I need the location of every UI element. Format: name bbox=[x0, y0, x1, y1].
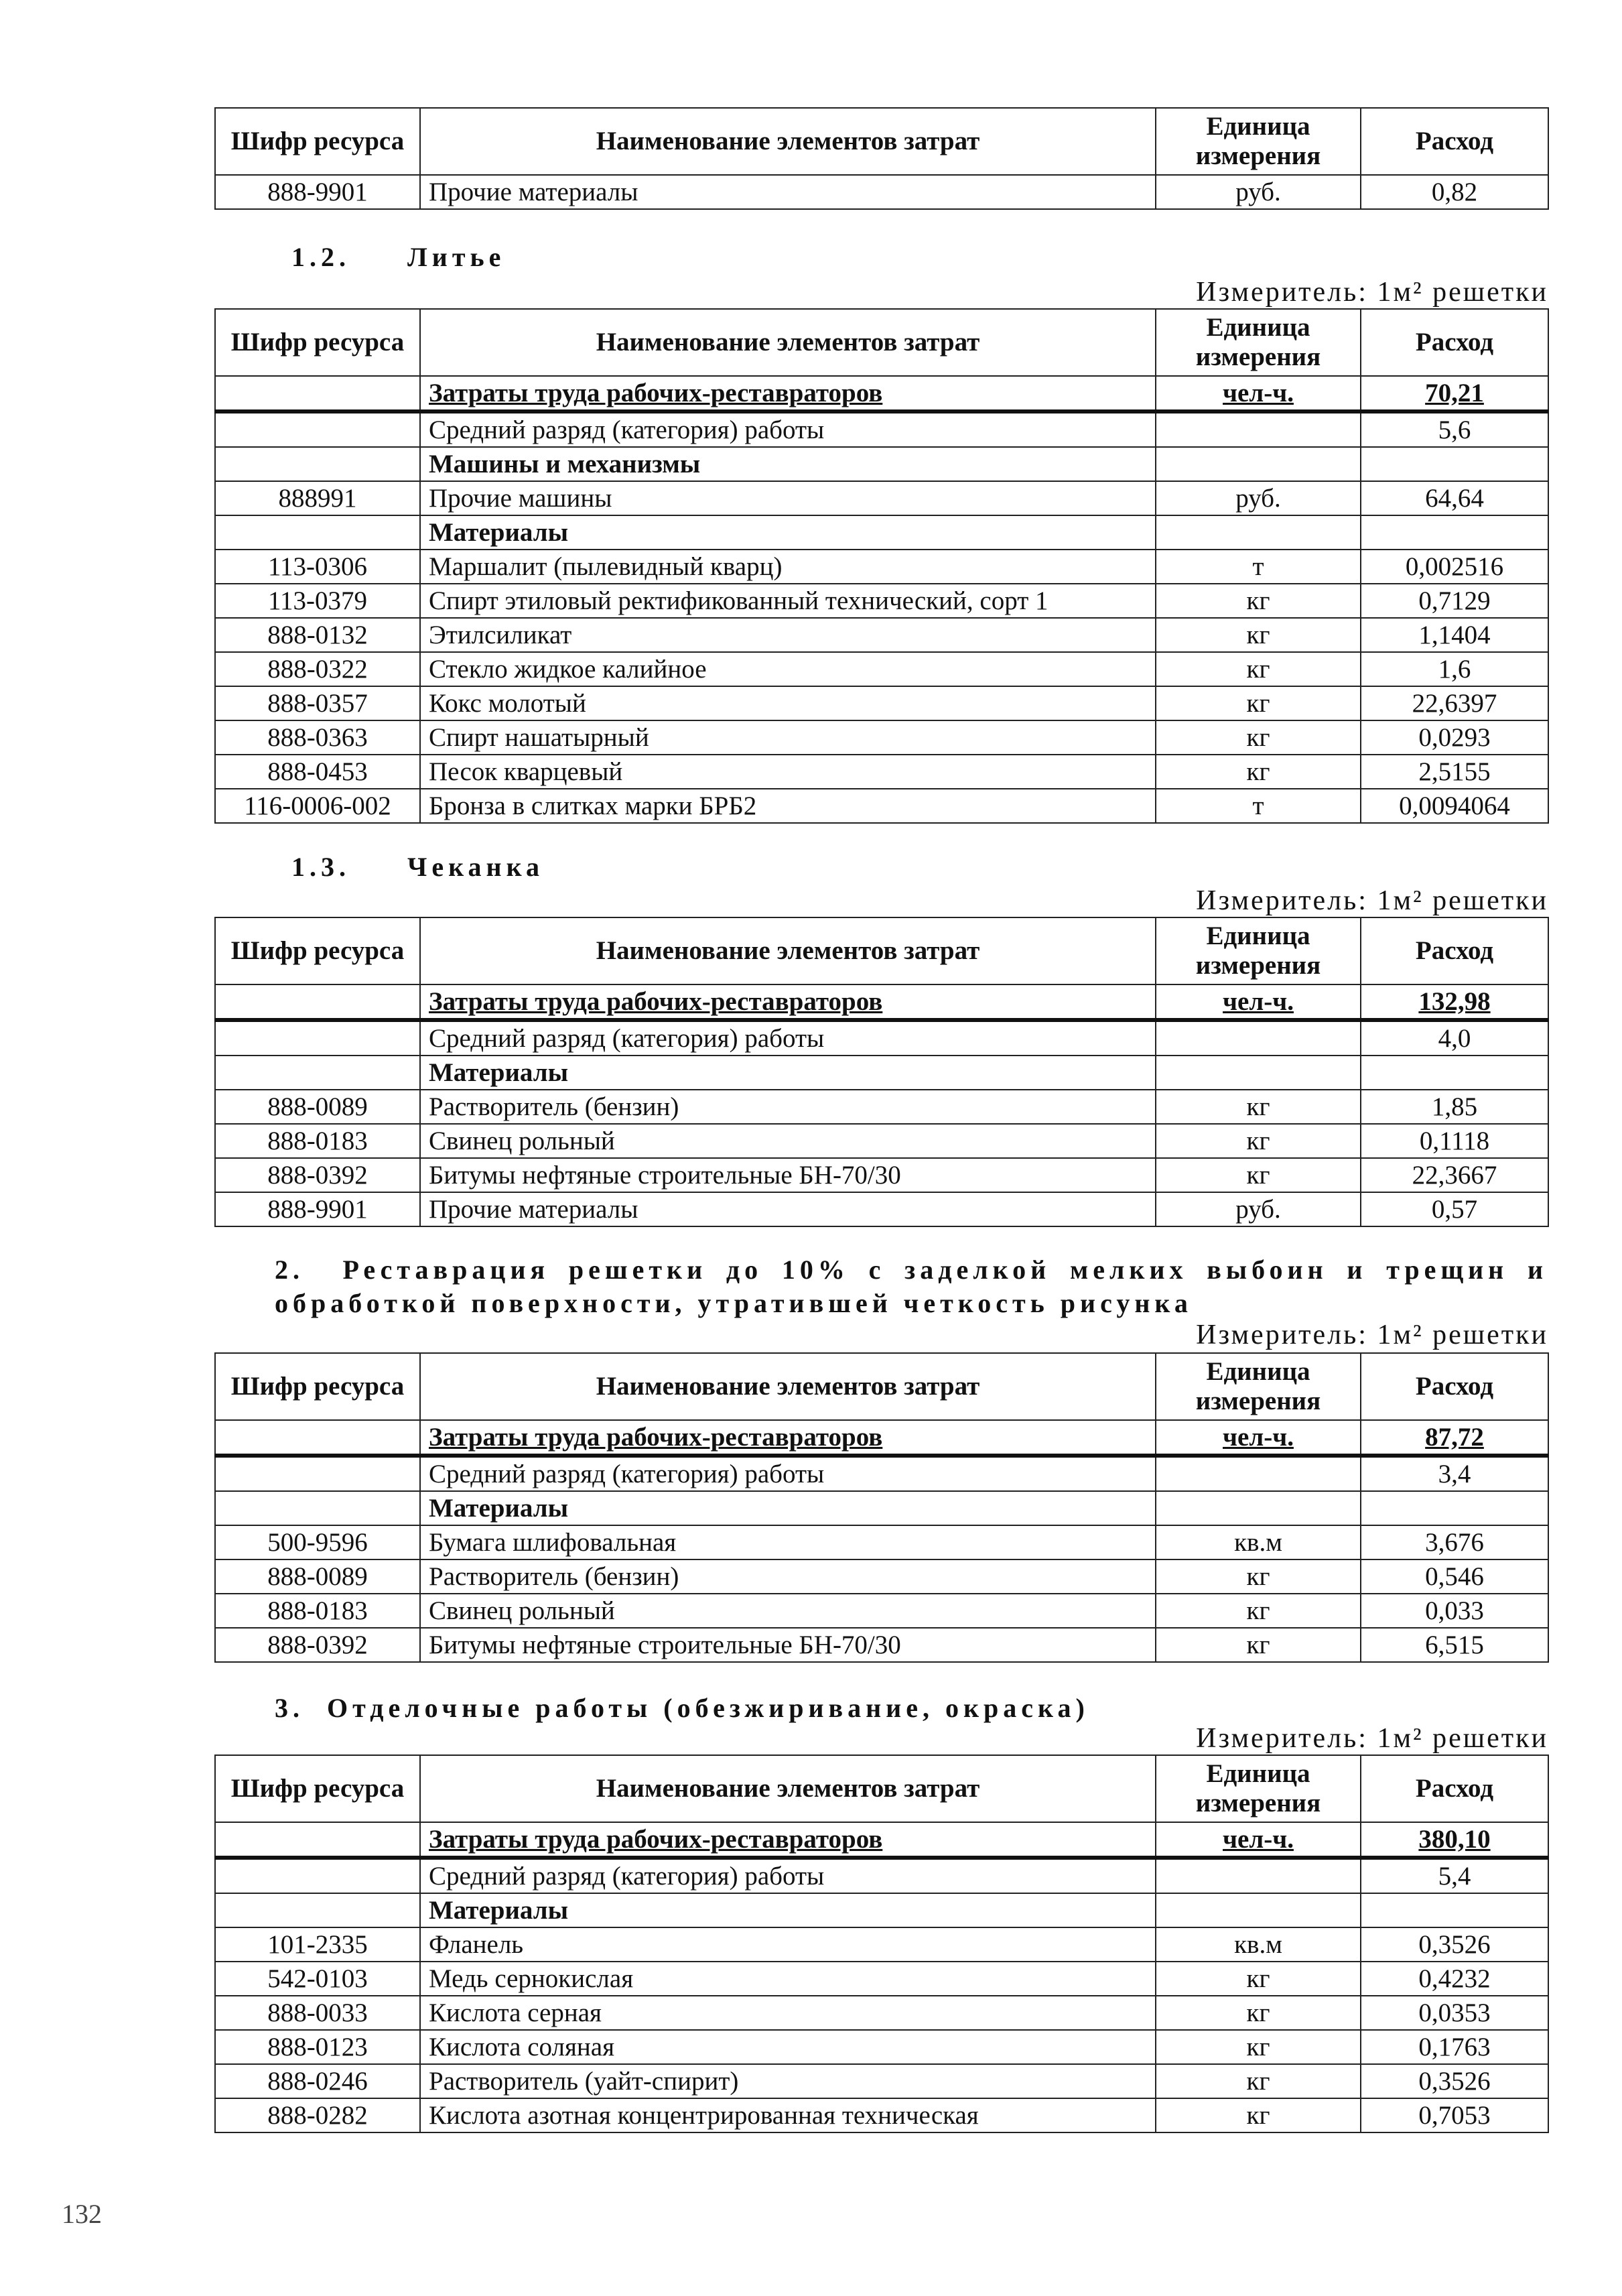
header-value: Расход bbox=[1361, 108, 1548, 175]
cell-unit: кв.м bbox=[1156, 1927, 1361, 1962]
group-heading-row bbox=[215, 1056, 1548, 1090]
table-row bbox=[215, 2098, 1548, 2132]
cell-code bbox=[215, 1056, 420, 1090]
cell-name: Затраты труда рабочих-реставраторов bbox=[420, 1822, 1156, 1858]
cell-unit: руб. bbox=[1156, 481, 1361, 515]
header-code: Шифр ресурса bbox=[215, 108, 420, 175]
cell-unit: кг bbox=[1156, 2030, 1361, 2064]
cell-value bbox=[1361, 1491, 1548, 1525]
cell-value: 0,0094064 bbox=[1361, 789, 1548, 823]
cell-name: Маршалит (пылевидный кварц) bbox=[420, 550, 1156, 584]
cell-value: 132,98 bbox=[1361, 984, 1548, 1020]
cell-code bbox=[215, 1420, 420, 1456]
resource-table-finishing bbox=[214, 1755, 1549, 2133]
cell-unit: кг bbox=[1156, 584, 1361, 618]
cell-name: Медь сернокислая bbox=[420, 1962, 1156, 1996]
cell-unit: кг bbox=[1156, 1158, 1361, 1192]
section-name: Литье bbox=[407, 242, 506, 272]
cell-unit: чел-ч. bbox=[1156, 1420, 1361, 1456]
table-header-row bbox=[215, 1353, 1548, 1420]
table-row bbox=[215, 1124, 1548, 1158]
table-row bbox=[215, 481, 1548, 515]
table-row bbox=[215, 2030, 1548, 2064]
cell-unit bbox=[1156, 1491, 1361, 1525]
cell-unit: руб. bbox=[1156, 175, 1361, 209]
cell-name: Спирт этиловый ректификованный технический, сорт 1 bbox=[420, 584, 1156, 618]
header-name: Наименование элементов затрат bbox=[420, 917, 1156, 984]
cell-value: 0,0353 bbox=[1361, 1996, 1548, 2030]
cell-unit: кг bbox=[1156, 2064, 1361, 2098]
cell-code: 888-0392 bbox=[215, 1628, 420, 1662]
header-name: Наименование элементов затрат bbox=[420, 1755, 1156, 1822]
header-value: Расход bbox=[1361, 1755, 1548, 1822]
table-row bbox=[215, 1192, 1548, 1226]
resource-table-restoration bbox=[214, 1352, 1549, 1663]
cell-unit: кг bbox=[1156, 1594, 1361, 1628]
cell-code bbox=[215, 1822, 420, 1858]
cell-name: Кислота соляная bbox=[420, 2030, 1156, 2064]
cell-code: 888-0089 bbox=[215, 1090, 420, 1124]
cell-code: 888-0392 bbox=[215, 1158, 420, 1192]
cell-value: 0,3526 bbox=[1361, 1927, 1548, 1962]
cell-value: 0,1763 bbox=[1361, 2030, 1548, 2064]
table-row bbox=[215, 175, 1548, 209]
cell-code bbox=[215, 1858, 420, 1893]
header-unit: Единица измерения bbox=[1156, 309, 1361, 376]
cell-name: Материалы bbox=[420, 1491, 1156, 1525]
table-row bbox=[215, 686, 1548, 720]
cell-name: Кислота азотная концентрированная техническая bbox=[420, 2098, 1156, 2132]
cell-unit bbox=[1156, 1456, 1361, 1491]
cell-value: 4,0 bbox=[1361, 1020, 1548, 1056]
cell-value: 22,6397 bbox=[1361, 686, 1548, 720]
header-unit: Единица измерения bbox=[1156, 1353, 1361, 1420]
cell-name: Бронза в слитках марки БРБ2 bbox=[420, 789, 1156, 823]
measure-label: Измеритель: 1м² решетки bbox=[1196, 885, 1548, 916]
cell-code: 888-9901 bbox=[215, 1192, 420, 1226]
cell-unit: кг bbox=[1156, 652, 1361, 686]
top-table-block bbox=[214, 107, 1548, 210]
labor-row bbox=[215, 984, 1548, 1020]
cell-code: 888-0183 bbox=[215, 1594, 420, 1628]
section-name: Отделочные работы (обезжиривание, окраска) bbox=[327, 1693, 1089, 1723]
section-title-chasing bbox=[291, 851, 544, 883]
cell-name: Свинец рольный bbox=[420, 1124, 1156, 1158]
group-heading-row bbox=[215, 1491, 1548, 1525]
cell-value: 70,21 bbox=[1361, 376, 1548, 411]
cell-code bbox=[215, 447, 420, 481]
table-row bbox=[215, 1559, 1548, 1594]
resource-table-chasing bbox=[214, 917, 1549, 1227]
cell-value: 5,6 bbox=[1361, 411, 1548, 447]
section-number: 2. bbox=[275, 1255, 304, 1285]
cell-code: 113-0379 bbox=[215, 584, 420, 618]
cell-unit: кг bbox=[1156, 1124, 1361, 1158]
table-row bbox=[215, 1020, 1548, 1056]
cell-value bbox=[1361, 1056, 1548, 1090]
cell-unit: кг bbox=[1156, 618, 1361, 652]
section-name: Чеканка bbox=[407, 852, 545, 882]
cell-code: 888-0453 bbox=[215, 755, 420, 789]
group-heading-row bbox=[215, 1893, 1548, 1927]
cell-name: Материалы bbox=[420, 1056, 1156, 1090]
cell-value: 0,3526 bbox=[1361, 2064, 1548, 2098]
labor-row bbox=[215, 1420, 1548, 1456]
cell-value: 6,515 bbox=[1361, 1628, 1548, 1662]
table-row bbox=[215, 1962, 1548, 1996]
cell-name: Битумы нефтяные строительные БН-70/30 bbox=[420, 1628, 1156, 1662]
cell-value: 0,4232 bbox=[1361, 1962, 1548, 1996]
page-number: 132 bbox=[62, 2199, 102, 2229]
cell-value: 5,4 bbox=[1361, 1858, 1548, 1893]
top-resource-table bbox=[214, 107, 1549, 210]
measure-label: Измеритель: 1м² решетки bbox=[1196, 1320, 1548, 1350]
header-code: Шифр ресурса bbox=[215, 309, 420, 376]
cell-code: 888-0246 bbox=[215, 2064, 420, 2098]
header-name: Наименование элементов затрат bbox=[420, 108, 1156, 175]
cell-name: Средний разряд (категория) работы bbox=[420, 1456, 1156, 1491]
cell-unit: кг bbox=[1156, 1090, 1361, 1124]
labor-row bbox=[215, 1822, 1548, 1858]
cell-unit: чел-ч. bbox=[1156, 984, 1361, 1020]
cell-value: 0,546 bbox=[1361, 1559, 1548, 1594]
cell-code: 888991 bbox=[215, 481, 420, 515]
section-title-restoration bbox=[275, 1253, 1548, 1320]
table-row bbox=[215, 1628, 1548, 1662]
table-row bbox=[215, 1456, 1548, 1491]
measure-label: Измеритель: 1м² решетки bbox=[1196, 1723, 1548, 1754]
cell-name: Растворитель (бензин) bbox=[420, 1559, 1156, 1594]
cell-code bbox=[215, 515, 420, 550]
cell-code: 888-0363 bbox=[215, 720, 420, 755]
group-heading-row bbox=[215, 515, 1548, 550]
cell-value: 3,676 bbox=[1361, 1525, 1548, 1559]
cell-value bbox=[1361, 515, 1548, 550]
cell-name: Растворитель (бензин) bbox=[420, 1090, 1156, 1124]
cell-unit: кг bbox=[1156, 1962, 1361, 1996]
table-header-row bbox=[215, 108, 1548, 175]
cell-name: Свинец рольный bbox=[420, 1594, 1156, 1628]
section-number: 1.2. bbox=[291, 242, 350, 272]
cell-code: 888-9901 bbox=[215, 175, 420, 209]
cell-code bbox=[215, 1456, 420, 1491]
table-row bbox=[215, 1090, 1548, 1124]
cell-unit: кг bbox=[1156, 720, 1361, 755]
cell-unit: т bbox=[1156, 550, 1361, 584]
cell-unit bbox=[1156, 1893, 1361, 1927]
cell-unit: кг bbox=[1156, 755, 1361, 789]
cell-value: 0,57 bbox=[1361, 1192, 1548, 1226]
table-header-row bbox=[215, 917, 1548, 984]
table-row bbox=[215, 550, 1548, 584]
cell-name: Бумага шлифовальная bbox=[420, 1525, 1156, 1559]
measure-label: Измеритель: 1м² решетки bbox=[1196, 277, 1548, 308]
header-code: Шифр ресурса bbox=[215, 1353, 420, 1420]
cell-unit bbox=[1156, 411, 1361, 447]
cell-value: 64,64 bbox=[1361, 481, 1548, 515]
cell-name: Кислота серная bbox=[420, 1996, 1156, 2030]
section-name: Реставрация решетки до 10% с заделкой мелких выбоин и трещин и обработкой поверхности, утратившей четкость рисунка bbox=[275, 1255, 1548, 1318]
cell-name: Средний разряд (категория) работы bbox=[420, 411, 1156, 447]
cell-name: Этилсиликат bbox=[420, 618, 1156, 652]
cell-value: 1,1404 bbox=[1361, 618, 1548, 652]
cell-name: Материалы bbox=[420, 515, 1156, 550]
section-title-finishing bbox=[275, 1692, 1089, 1724]
cell-code: 888-0183 bbox=[215, 1124, 420, 1158]
cell-code: 888-0089 bbox=[215, 1559, 420, 1594]
cell-name: Затраты труда рабочих-реставраторов bbox=[420, 984, 1156, 1020]
cell-name: Битумы нефтяные строительные БН-70/30 bbox=[420, 1158, 1156, 1192]
header-code: Шифр ресурса bbox=[215, 1755, 420, 1822]
cell-unit: чел-ч. bbox=[1156, 376, 1361, 411]
table-row bbox=[215, 755, 1548, 789]
cell-code: 542-0103 bbox=[215, 1962, 420, 1996]
cell-name: Средний разряд (категория) работы bbox=[420, 1858, 1156, 1893]
table-row bbox=[215, 1858, 1548, 1893]
cell-name: Прочие машины bbox=[420, 481, 1156, 515]
header-unit: Единица измерения bbox=[1156, 108, 1361, 175]
table-row bbox=[215, 720, 1548, 755]
cell-code: 500-9596 bbox=[215, 1525, 420, 1559]
table-row bbox=[215, 411, 1548, 447]
cell-code: 888-0282 bbox=[215, 2098, 420, 2132]
cell-unit bbox=[1156, 1056, 1361, 1090]
cell-name: Спирт нашатырный bbox=[420, 720, 1156, 755]
cell-code: 101-2335 bbox=[215, 1927, 420, 1962]
header-value: Расход bbox=[1361, 917, 1548, 984]
cell-code bbox=[215, 1020, 420, 1056]
header-name: Наименование элементов затрат bbox=[420, 309, 1156, 376]
cell-name: Песок кварцевый bbox=[420, 755, 1156, 789]
cell-code: 888-0322 bbox=[215, 652, 420, 686]
table-row bbox=[215, 1158, 1548, 1192]
section-table-block bbox=[214, 308, 1548, 824]
cell-value: 0,0293 bbox=[1361, 720, 1548, 755]
cell-value: 1,6 bbox=[1361, 652, 1548, 686]
section-title-casting bbox=[291, 241, 505, 273]
cell-unit: чел-ч. bbox=[1156, 1822, 1361, 1858]
cell-code: 888-0132 bbox=[215, 618, 420, 652]
cell-unit bbox=[1156, 1858, 1361, 1893]
header-unit: Единица измерения bbox=[1156, 1755, 1361, 1822]
cell-value bbox=[1361, 1893, 1548, 1927]
cell-value: 0,002516 bbox=[1361, 550, 1548, 584]
table-header-row bbox=[215, 1755, 1548, 1822]
resource-table-casting bbox=[214, 308, 1549, 824]
cell-unit: кг bbox=[1156, 1996, 1361, 2030]
cell-value: 87,72 bbox=[1361, 1420, 1548, 1456]
cell-value: 0,82 bbox=[1361, 175, 1548, 209]
section-number: 1.3. bbox=[291, 852, 350, 882]
header-name: Наименование элементов затрат bbox=[420, 1353, 1156, 1420]
section-table-block bbox=[214, 1755, 1548, 2133]
cell-code bbox=[215, 376, 420, 411]
cell-code bbox=[215, 1893, 420, 1927]
cell-name: Кокс молотый bbox=[420, 686, 1156, 720]
cell-name: Машины и механизмы bbox=[420, 447, 1156, 481]
labor-row bbox=[215, 376, 1548, 411]
table-row bbox=[215, 584, 1548, 618]
cell-code bbox=[215, 1491, 420, 1525]
table-row bbox=[215, 1525, 1548, 1559]
cell-name: Материалы bbox=[420, 1893, 1156, 1927]
cell-unit: т bbox=[1156, 789, 1361, 823]
table-row bbox=[215, 1927, 1548, 1962]
table-row bbox=[215, 2064, 1548, 2098]
cell-unit bbox=[1156, 1020, 1361, 1056]
cell-value: 22,3667 bbox=[1361, 1158, 1548, 1192]
cell-code: 888-0033 bbox=[215, 1996, 420, 2030]
header-code: Шифр ресурса bbox=[215, 917, 420, 984]
cell-unit: кв.м bbox=[1156, 1525, 1361, 1559]
cell-unit: кг bbox=[1156, 686, 1361, 720]
cell-code: 888-0357 bbox=[215, 686, 420, 720]
section-number: 3. bbox=[275, 1693, 304, 1723]
cell-name: Средний разряд (категория) работы bbox=[420, 1020, 1156, 1056]
section-table-block bbox=[214, 1352, 1548, 1663]
table-header-row bbox=[215, 309, 1548, 376]
cell-code bbox=[215, 411, 420, 447]
cell-name: Стекло жидкое калийное bbox=[420, 652, 1156, 686]
cell-value: 3,4 bbox=[1361, 1456, 1548, 1491]
table-row bbox=[215, 789, 1548, 823]
cell-value: 380,10 bbox=[1361, 1822, 1548, 1858]
cell-value: 0,033 bbox=[1361, 1594, 1548, 1628]
cell-unit: кг bbox=[1156, 1559, 1361, 1594]
cell-code bbox=[215, 984, 420, 1020]
cell-code: 113-0306 bbox=[215, 550, 420, 584]
cell-name: Затраты труда рабочих-реставраторов bbox=[420, 1420, 1156, 1456]
section-table-block bbox=[214, 917, 1548, 1227]
cell-code: 116-0006-002 bbox=[215, 789, 420, 823]
cell-code: 888-0123 bbox=[215, 2030, 420, 2064]
cell-value: 1,85 bbox=[1361, 1090, 1548, 1124]
cell-unit: руб. bbox=[1156, 1192, 1361, 1226]
table-row bbox=[215, 618, 1548, 652]
cell-value: 0,1118 bbox=[1361, 1124, 1548, 1158]
header-value: Расход bbox=[1361, 1353, 1548, 1420]
cell-name: Растворитель (уайт-спирит) bbox=[420, 2064, 1156, 2098]
cell-value: 2,5155 bbox=[1361, 755, 1548, 789]
cell-value: 0,7053 bbox=[1361, 2098, 1548, 2132]
cell-value bbox=[1361, 447, 1548, 481]
cell-unit bbox=[1156, 515, 1361, 550]
cell-name: Прочие материалы bbox=[420, 1192, 1156, 1226]
group-heading-row bbox=[215, 447, 1548, 481]
header-value: Расход bbox=[1361, 309, 1548, 376]
cell-unit: кг bbox=[1156, 2098, 1361, 2132]
cell-value: 0,7129 bbox=[1361, 584, 1548, 618]
table-row bbox=[215, 652, 1548, 686]
cell-name: Фланель bbox=[420, 1927, 1156, 1962]
cell-name: Затраты труда рабочих-реставраторов bbox=[420, 376, 1156, 411]
table-row bbox=[215, 1594, 1548, 1628]
cell-name: Прочие материалы bbox=[420, 175, 1156, 209]
table-row bbox=[215, 1996, 1548, 2030]
header-unit: Единица измерения bbox=[1156, 917, 1361, 984]
cell-unit: кг bbox=[1156, 1628, 1361, 1662]
cell-unit bbox=[1156, 447, 1361, 481]
